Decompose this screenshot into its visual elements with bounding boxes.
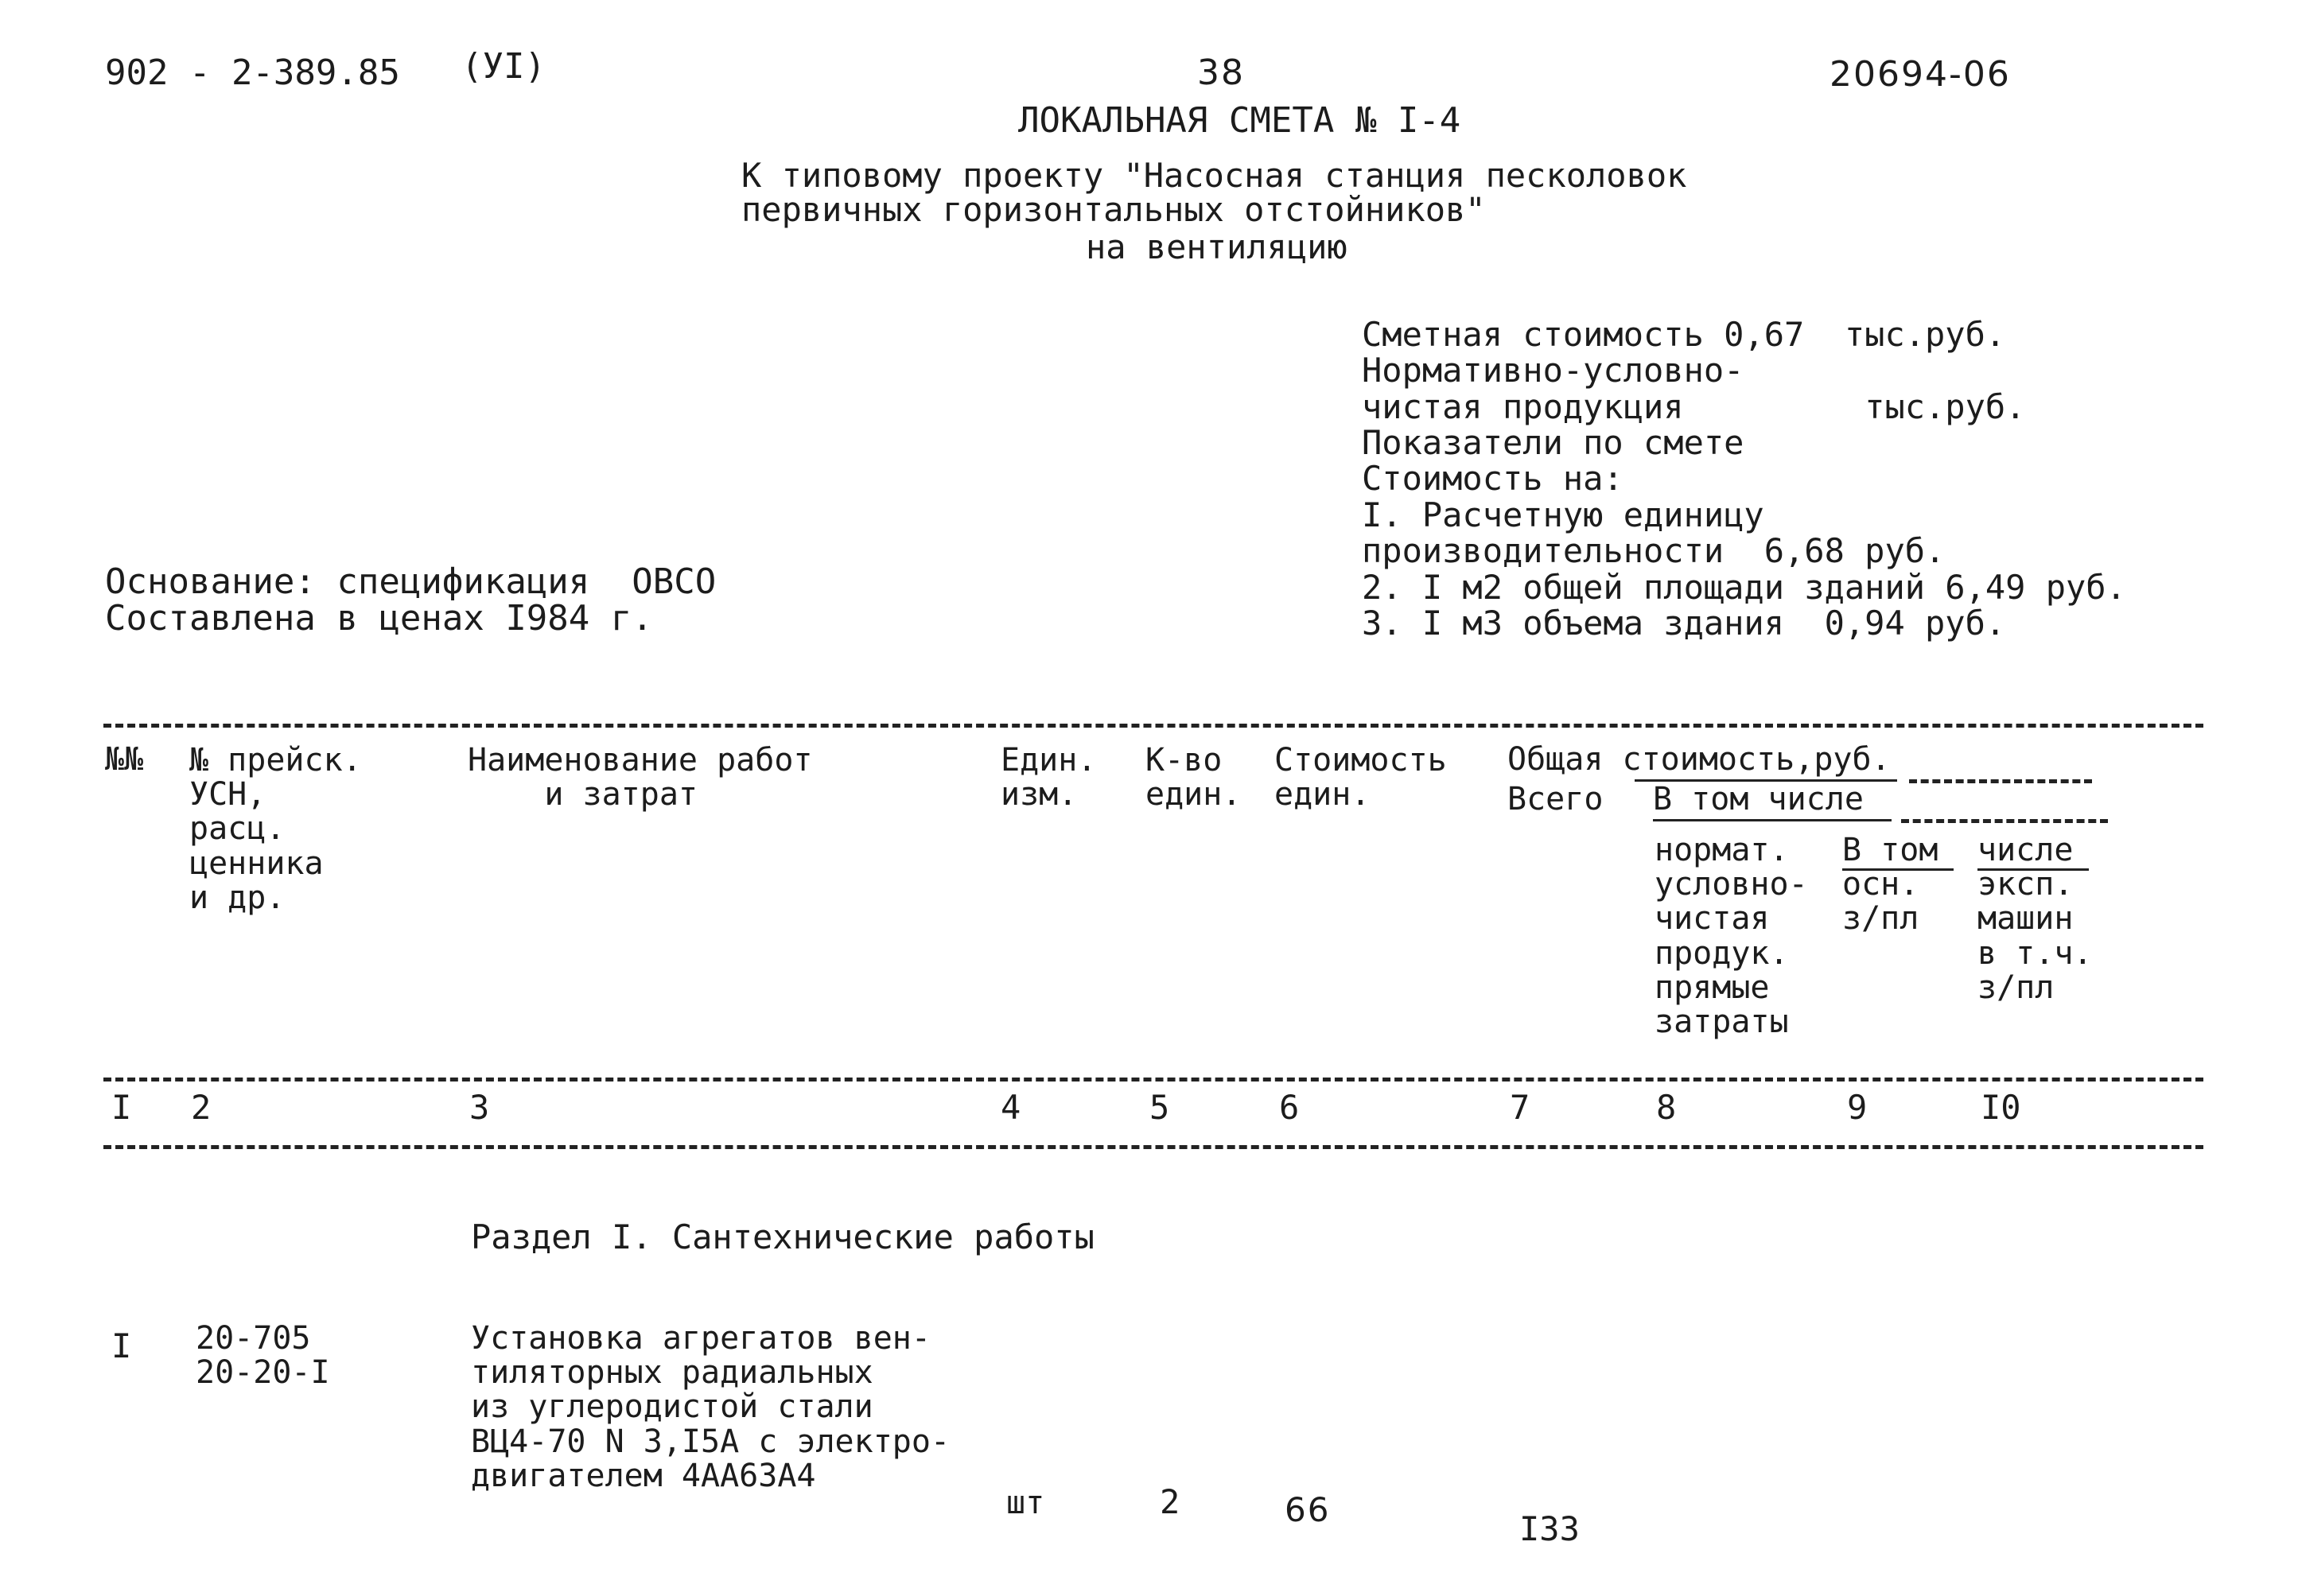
table-top-rule [103, 724, 2203, 728]
subtitle-line-2: первичных горизонтальных отстойников" [741, 190, 1486, 229]
summary-line: 2. I м2 общей площади зданий 6,49 руб. [1362, 567, 2126, 607]
total-cost-dash [1909, 779, 2092, 783]
col10-header: числе эксп. машин в т.ч. з/пл [1977, 832, 2093, 1006]
row-quantity: 2 [1160, 1482, 1180, 1521]
row-total-cost: I33 [1519, 1509, 1580, 1548]
col7-header: Всего [1507, 781, 1604, 817]
incl-dash [1901, 819, 2108, 823]
column-number: 9 [1847, 1088, 1868, 1127]
col6-header: Стоимость един. [1274, 742, 1447, 814]
row-codes: 20-705 20-20-I [196, 1320, 330, 1392]
inventory-number: 20694-06 [1830, 54, 2011, 95]
col8-header: нормат. условно- чистая продук. прямые затраты [1655, 832, 1808, 1040]
cost-summary [1362, 316, 2126, 641]
summary-line: производительности 6,68 руб. [1362, 531, 1946, 571]
column-number: 2 [191, 1088, 212, 1127]
total-cost-header: Общая стоимость,руб. [1507, 741, 1891, 778]
summary-line: 3. I м3 объема здания 0,94 руб. [1362, 603, 2006, 643]
incl-underline [1653, 819, 1892, 821]
column-number: I [111, 1088, 132, 1127]
basis-line: Основание: спецификация ОВСО [105, 561, 717, 602]
col1-header: №№ [105, 741, 144, 778]
column-numbers-bottom-rule [103, 1145, 2203, 1149]
column-number: 6 [1279, 1088, 1300, 1127]
col10-underline [1977, 868, 2089, 871]
document-code: 902 - 2-389.85 [105, 52, 400, 93]
summary-line: Показатели по смете [1362, 423, 1744, 463]
summary-line: I. Расчетную единицу [1362, 495, 1764, 534]
subtitle-line-3: на вентиляцию [1086, 227, 1347, 266]
column-numbers-top-rule [103, 1078, 2203, 1081]
column-number: 7 [1510, 1088, 1530, 1127]
subtitle-line-1: К типовому проекту "Насосная станция песколовок [741, 156, 1687, 195]
col2-header: № прейск. УСН, расц. ценника и др. [189, 742, 362, 916]
column-number: 5 [1149, 1088, 1170, 1127]
page-number: 38 [1197, 52, 1245, 93]
col3-header: Наименование работ и затрат [468, 742, 813, 814]
row-unit: шт [1006, 1485, 1045, 1521]
summary-line: Нормативно-условно- [1362, 351, 1744, 390]
summary-line: Сметная стоимость 0,67 тыс.руб. [1362, 315, 2006, 354]
column-number: 3 [469, 1088, 490, 1127]
column-number: 8 [1656, 1088, 1677, 1127]
section-title: Раздел I. Сантехнические работы [471, 1217, 1095, 1256]
col9-header: В том осн. з/пл [1842, 832, 1938, 938]
document-title: ЛОКАЛЬНАЯ СМЕТА № I-4 [1018, 100, 1461, 141]
prices-line: Составлена в ценах I984 г. [105, 598, 653, 639]
summary-line: чистая продукция тыс.руб. [1362, 386, 2026, 426]
row-number: I [111, 1326, 132, 1365]
volume-label: (УI) [461, 46, 546, 87]
column-number: 4 [1001, 1088, 1021, 1127]
col9-underline [1842, 868, 1954, 871]
col4-header: Един. изм. [1001, 742, 1097, 814]
col5-header: К-во един. [1145, 742, 1242, 814]
summary-line: Стоимость на: [1362, 459, 1623, 499]
row-work-name: Установка агрегатов вен- тиляторных радиальных из углеродистой стали ВЦ4-70 N 3,I5А с электро- двигателем 4АА63А4 [471, 1320, 951, 1494]
incl-header: В том числе [1653, 781, 1864, 817]
row-unit-cost: 66 [1285, 1490, 1331, 1529]
column-number: I0 [1981, 1088, 2021, 1127]
